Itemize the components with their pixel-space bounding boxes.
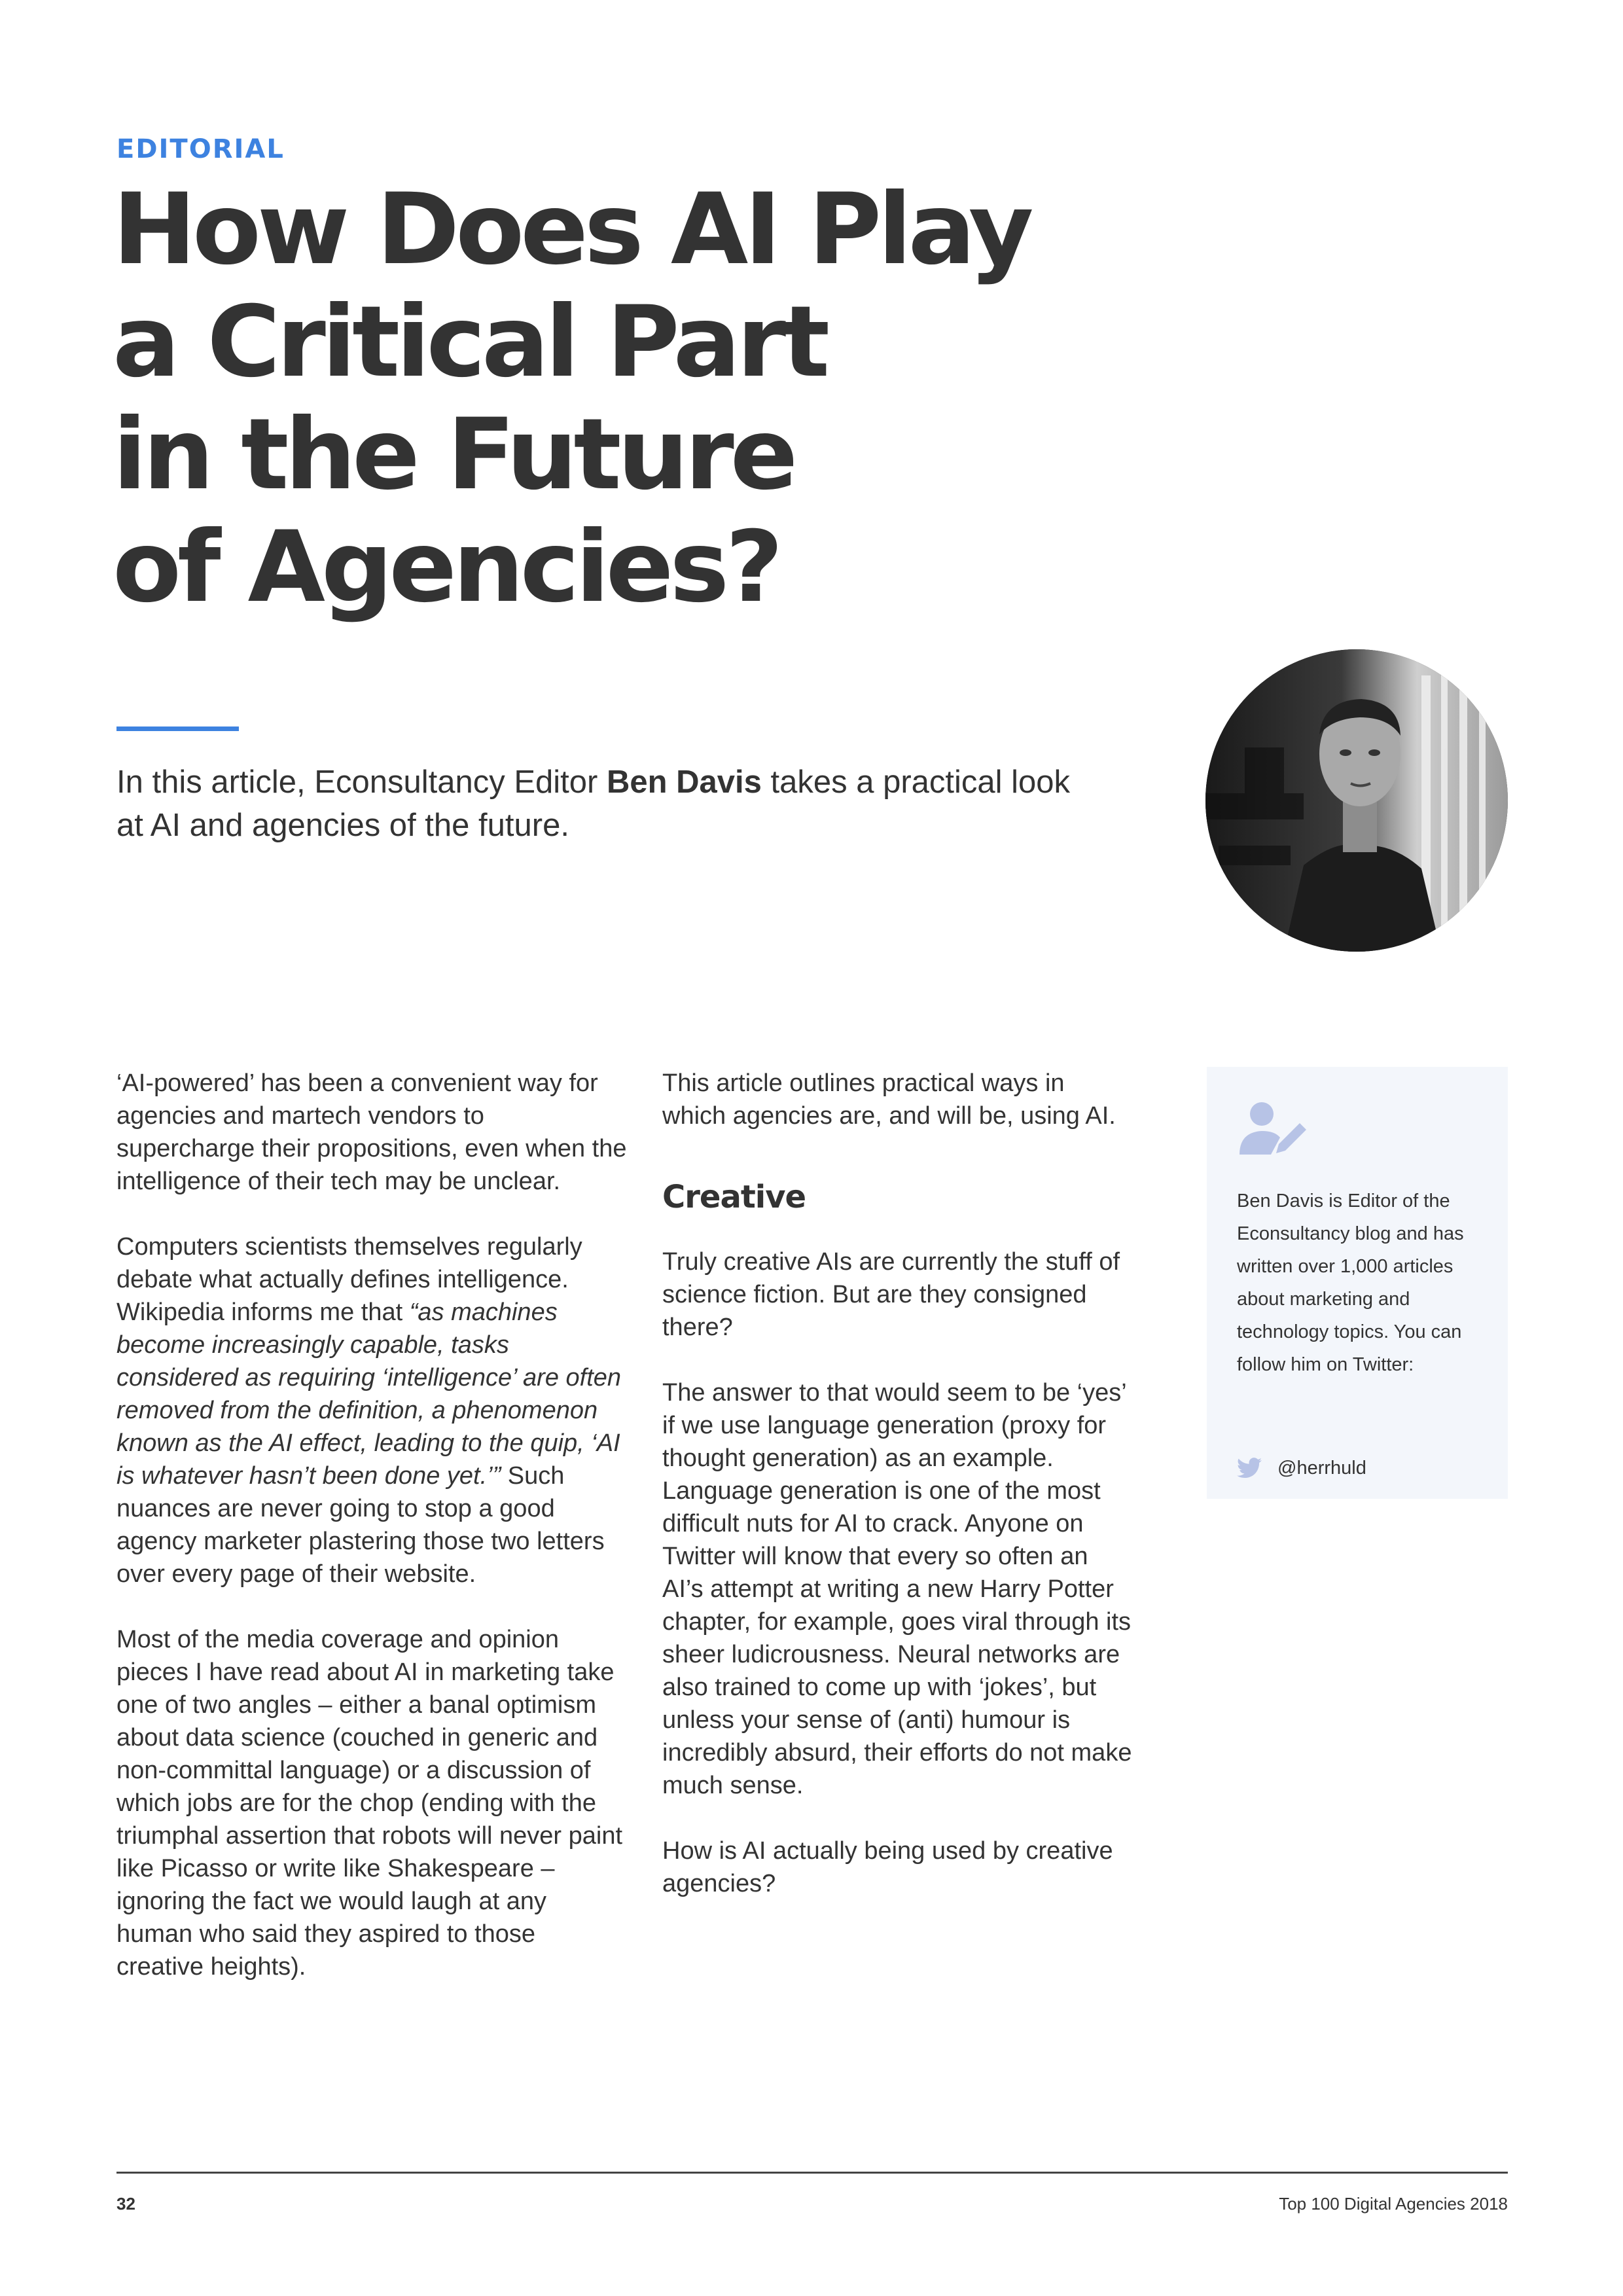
body-paragraph: Truly creative AIs are currently the stuff of science fiction. But are they consigned there? [662, 1248, 1120, 1341]
author-name: Ben Davis [606, 764, 762, 800]
twitter-handle-row [1237, 1452, 1366, 1484]
wikipedia-quote: “as machines become increasingly capable, tasks considered as requiring ‘intelligence’ are often removed from the definition, a phenomenon known as the AI effect, leading to the quip, ‘AI is whatever hasn’t been done yet.’” [116, 1299, 622, 1490]
body-text: Such nuances are never going to stop a good agency marketer plastering those two letters over every page of their website. [116, 1462, 605, 1588]
body-paragraph: The answer to that would seem to be ‘yes’ if we use language generation (proxy for thought generation) as an example. Language generation is one of the most difficult nuts for AI to crack. Anyone on Twitter will know that every so often an AI’s attempt at writing a new Harry Potter chapter, for example, goes viral through its sheer ludicrousness. Neural networks are also trained to come up with ‘jokes’, but unless your sense of (anti) humour is incredibly absurd, their efforts do not make much sense. [662, 1379, 1132, 1799]
article-column-left [116, 1067, 627, 2016]
author-edit-icon [1237, 1098, 1309, 1157]
section-heading-creative: Creative [662, 1179, 806, 1215]
section-label: EDITORIAL [116, 134, 285, 164]
body-paragraph: This article outlines practical ways in which agencies are, and will be, using AI. [662, 1069, 1116, 1130]
body-paragraph: Most of the media coverage and opinion pieces I have read about AI in marketing take one of two angles – either a banal optimism about data science (couched in generic and non-committal language) or a discussion of which jobs are for the chop (ending with the triumphal assertion that robots will never paint like Picasso or write like Shakespeare – ignoring the fact we would laugh at any human who said they aspired to those creative heights). [116, 1626, 623, 1981]
footer-divider [116, 2172, 1508, 2174]
page-title [113, 173, 1247, 624]
headline-line: How Does AI Play [113, 173, 1030, 287]
author-photo [1205, 649, 1508, 952]
body-text: Computers scientists themselves regularly debate what actually defines intelligence. Wikipedia informs me that [116, 1233, 582, 1326]
body-paragraph: How is AI actually being used by creative agencies? [662, 1837, 1113, 1897]
accent-divider [116, 726, 239, 731]
headline-line: in the Future [113, 398, 794, 512]
standfirst-text: takes a practical look at AI and agencies of the future. [116, 764, 1071, 843]
body-paragraph [116, 1230, 627, 1590]
twitter-handle[interactable]: @herrhuld [1277, 1457, 1366, 1479]
publication-title: Top 100 Digital Agencies 2018 [1279, 2194, 1508, 2214]
page-number: 32 [116, 2194, 135, 2214]
standfirst-text: In this article, Econsultancy Editor [116, 764, 607, 800]
author-portrait-image [1205, 649, 1508, 952]
standfirst [116, 761, 1098, 847]
author-bio-box [1207, 1067, 1508, 1499]
headline-line: a Critical Part [113, 285, 826, 399]
author-bio-text: Ben Davis is Editor of the Econsultancy blog and has written over 1,000 articles about marketing and technology topics. You can follow him on Twitter: [1237, 1191, 1464, 1375]
headline-line: of Agencies? [113, 511, 779, 624]
body-paragraph: ‘AI-powered’ has been a convenient way for agencies and martech vendors to supercharge their propositions, even when the intelligence of their tech may be unclear. [116, 1069, 627, 1195]
article-column-middle [662, 1067, 1133, 1933]
twitter-icon [1237, 1458, 1262, 1479]
